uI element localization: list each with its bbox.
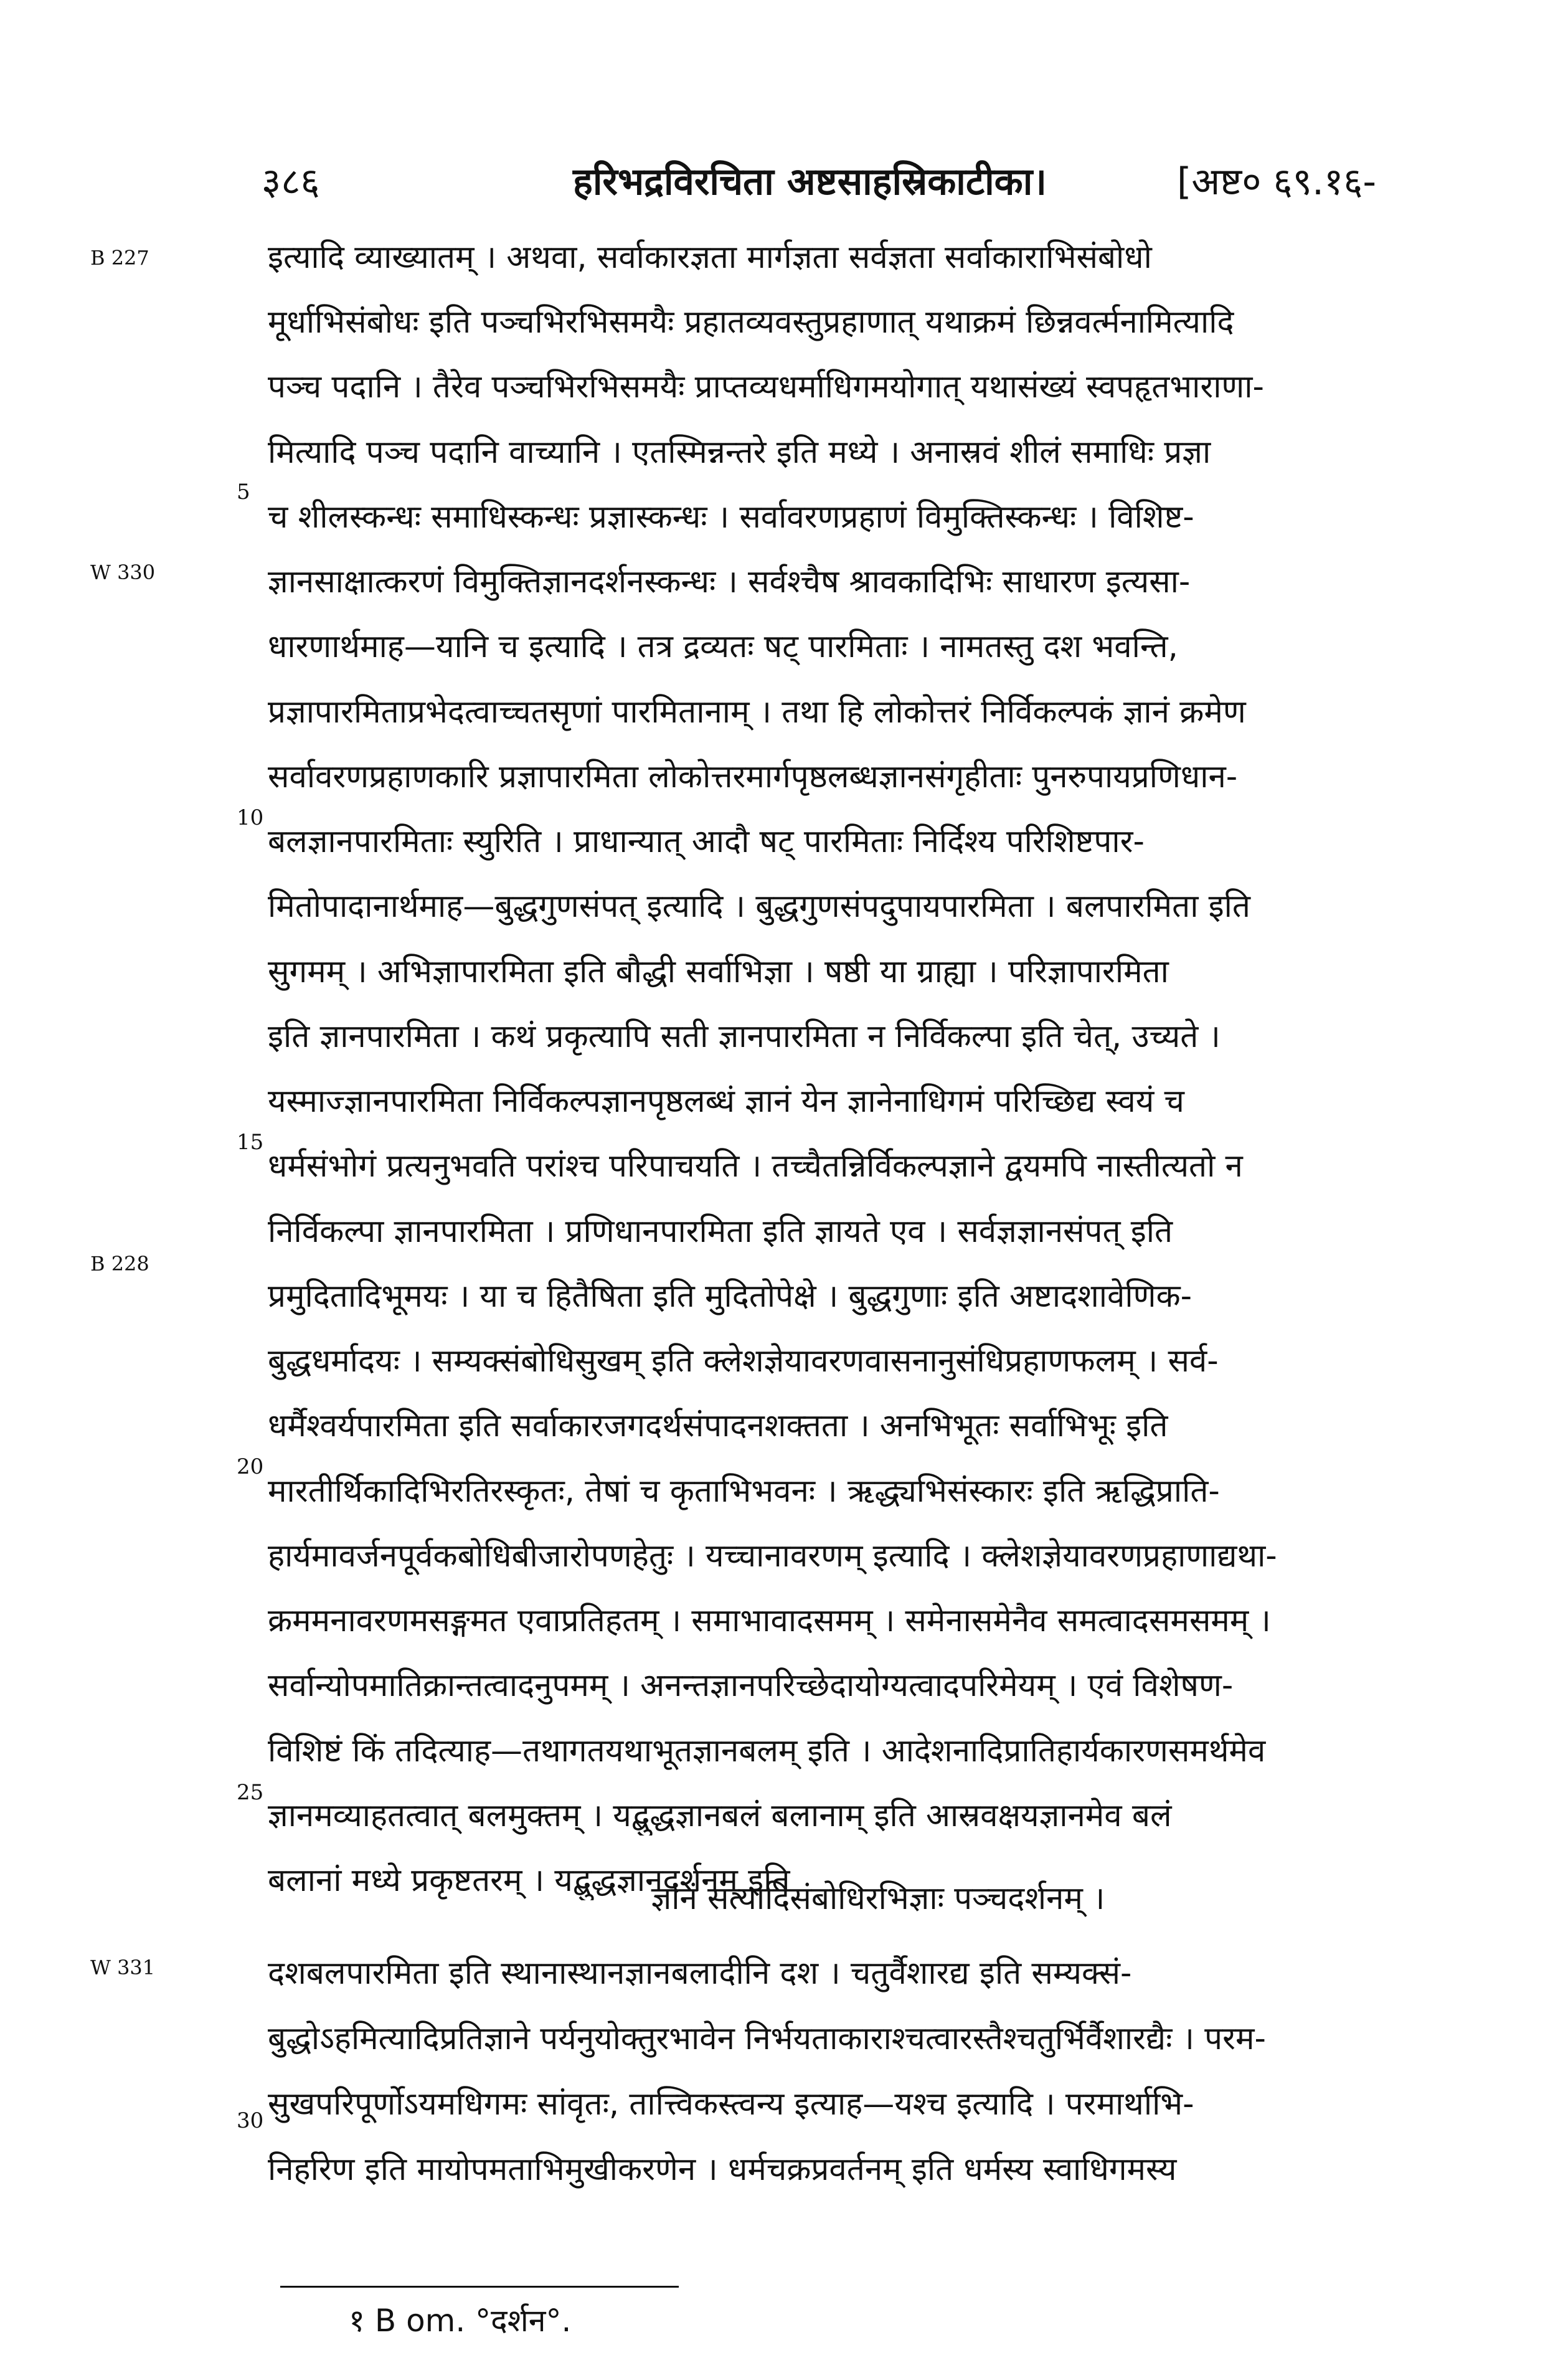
running-title: हरिभद्रविरचिता अष्टसाहस्रिकाटीका। xyxy=(573,160,1047,204)
text-line: धर्मसंभोगं प्रत्यनुभवति परांश्च परिपाचयति । तच्चैतन्निर्विकल्पज्ञाने द्वयमपि नास्तीत्यतो न xyxy=(268,1148,1243,1185)
line-number: 25 xyxy=(237,1780,264,1805)
text-line: पञ्च पदानि । तैरेव पञ्चभिरभिसमयैः प्राप्तव्यधर्माधिगमयोगात् यथासंख्यं स्वपहृतभाराणा- xyxy=(268,369,1264,405)
page-header xyxy=(262,154,1482,204)
text-line: निर्हारेण इति मायोपमताभिमुखीकरणेन । धर्मचक्रप्रवर्तनम् इति धर्मस्य स्वाधिगमस्य xyxy=(268,2151,1177,2188)
text-line: ज्ञानमव्याहतत्वात् बलमुक्तम् । यद्बुद्धज्ञानबलं बलानाम् इति आस्रवक्षयज्ञानमेव बलं xyxy=(268,1798,1172,1834)
footnote: १ B om. °दर्शन°. xyxy=(349,2303,572,2339)
margin-ref-b228: B 228 xyxy=(90,1252,149,1276)
line-number: 20 xyxy=(237,1454,264,1479)
margin-ref-b227: B 227 xyxy=(90,246,149,270)
text-line: इत्यादि व्याख्यातम् । अथवा, सर्वाकारज्ञता मार्गज्ञता सर्वज्ञता सर्वाकाराभिसंबोधो xyxy=(268,239,1152,276)
text-line: सर्वावरणप्रहाणकारि प्रज्ञापारमिता लोकोत्तरमार्गपृष्ठलब्धज्ञानसंगृहीताः पुनरुपायप्रणिधान- xyxy=(268,759,1238,795)
text-line: यस्माज्ज्ञानपारमिता निर्विकल्पज्ञानपृष्ठलब्धं ज्ञानं येन ज्ञानेनाधिगमं परिच्छिद्य स्वयं च xyxy=(268,1083,1184,1120)
text-line: मूर्धाभिसंबोधः इति पञ्चभिरभिसमयैः प्रहातव्यवस्तुप्रहाणात् यथाक्रमं छिन्नवर्त्मनामित्यादि xyxy=(268,304,1234,341)
text-line: प्रमुदितादिभूमयः । या च हितैषिता इति मुदितोपेक्षे । बुद्धगुणाः इति अष्टादशावेणिक- xyxy=(268,1278,1193,1315)
line-number: 5 xyxy=(237,480,250,504)
margin-ref-w331: W 331 xyxy=(90,1956,156,1979)
text-line: च शीलस्कन्धः समाधिस्कन्धः प्रज्ञास्कन्धः । सर्वावरणप्रहाणं विमुक्तिस्कन्धः । विशिष्ट- xyxy=(268,499,1194,536)
text-line: मितोपादानार्थमाह—बुद्धगुणसंपत् इत्यादि । बुद्धगुणसंपदुपायपारमिता । बलपारमिता इति xyxy=(268,888,1250,925)
text-line: बुद्धधर्मादयः । सम्यक्संबोधिसुखम् इति क्लेशज्ञेयावरणवासनानुसंधिप्रहाणफलम् । सर्व- xyxy=(268,1343,1219,1380)
verse-line: ज्ञानं सत्यादिसंबोधिरभिज्ञाः पञ्चदर्शनम् । xyxy=(651,1880,1105,1917)
text-line: निर्विकल्पा ज्ञानपारमिता । प्रणिधानपारमिता इति ज्ञायते एव । सर्वज्ञज्ञानसंपत् इति xyxy=(268,1213,1173,1250)
footnote-rule xyxy=(280,2286,679,2288)
line-number: 10 xyxy=(237,805,264,830)
text-line: धर्मैश्वर्यपारमिता इति सर्वाकारजगदर्थसंपादनशक्तता । अनभिभूतः सर्वाभिभूः इति xyxy=(268,1408,1168,1444)
text-line: धारणार्थमाह—यानि च इत्यादि । तत्र द्रव्यतः षट् पारमिताः । नामतस्तु दश भवन्ति, xyxy=(268,628,1178,665)
text-line: मारतीर्थिकादिभिरतिरस्कृतः, तेषां च कृताभिभवनः । ऋद्ध्यभिसंस्कारः इति ऋद्धिप्राति- xyxy=(268,1473,1220,1510)
text-line: बलज्ञानपारमिताः स्युरिति । प्राधान्यात् आदौ षट् पारमिताः निर्दिश्य परिशिष्टपार- xyxy=(268,823,1145,860)
line-number: 15 xyxy=(237,1130,264,1155)
text-line: मित्यादि पञ्च पदानि वाच्यानि । एतस्मिन्नन्तरे इति मध्ये । अनास्रवं शीलं समाधिः प्रज्ञा xyxy=(268,434,1211,471)
page-number: ३८६ xyxy=(262,160,320,204)
text-line: क्रममनावरणमसङ्गमत एवाप्रतिहतम् । समाभावादसमम् । समेनासमेनैव समत्वादसमसमम् । xyxy=(268,1603,1271,1639)
text-line: दशबलपारमिता इति स्थानास्थानज्ञानबलादीनि दश । चतुर्वैशारद्य इति सम्यक्सं- xyxy=(268,1955,1132,1992)
text-line: बलानां मध्ये प्रकृष्टतरम् । यद्बुद्धज्ञानदर्शनम् इति xyxy=(268,1862,790,1899)
text-line: सुगमम् । अभिज्ञापारमिता इति बौद्धी सर्वाभिज्ञा । षष्ठी या ग्राह्या । परिज्ञापारमिता xyxy=(268,954,1169,990)
text-line: सुखपरिपूर्णोऽयमधिगमः सांवृतः, तात्त्विकस्त्वन्य इत्याह—यश्च इत्यादि । परमार्थाभि- xyxy=(268,2086,1194,2123)
text-line: इति ज्ञानपारमिता । कथं प्रकृत्यापि सती ज्ञानपारमिता न निर्विकल्पा इति चेत्, उच्यते । xyxy=(268,1018,1221,1055)
line-number: 30 xyxy=(237,2108,264,2133)
text-line: हार्यमावर्जनपूर्वकबोधिबीजारोपणहेतुः । यच्चानावरणम् इत्यादि । क्लेशज्ञेयावरणप्रहाणाद्यथा- xyxy=(268,1538,1277,1575)
text-line: प्रज्ञापारमिताप्रभेदत्वाच्चतसृणां पारमितानाम् । तथा हि लोकोत्तरं निर्विकल्पकं ज्ञानं क्रमेण xyxy=(268,694,1246,731)
section-reference: [अष्ट० ६९.१६- xyxy=(1177,160,1377,204)
margin-ref-w330: W 330 xyxy=(90,561,156,584)
text-line: विशिष्टं किं तदित्याह—तथागतयथाभूतज्ञानबलम् इति । आदेशनादिप्रातिहार्यकारणसमर्थमेव xyxy=(268,1733,1266,1769)
text-line: बुद्धोऽहमित्यादिप्रतिज्ञाने पर्यनुयोक्तुरभावेन निर्भयताकाराश्चत्वारस्तैश्चतुर्भिर्वैशारद्यैः । परम- xyxy=(268,2020,1266,2057)
text-line: ज्ञानसाक्षात्करणं विमुक्तिज्ञानदर्शनस्कन्धः । सर्वश्चैष श्रावकादिभिः साधारण इत्यसा- xyxy=(268,564,1191,600)
text-line: सर्वान्योपमातिक्रान्तत्वादनुपमम् । अनन्तज्ञानपरिच्छेदायोग्यत्वादपरिमेयम् । एवं विशेषण- xyxy=(268,1667,1234,1704)
